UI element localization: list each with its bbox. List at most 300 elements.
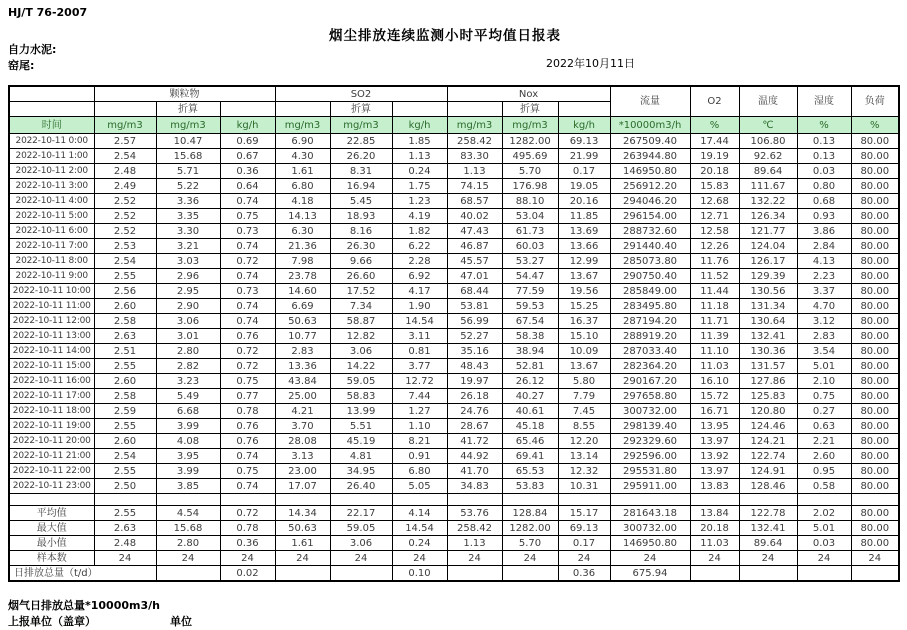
value-cell: 50.63 [275,314,330,329]
header-so2-converted: 折算 [330,102,392,117]
value-cell: 13.97 [690,434,739,449]
summary-value-cell: 89.64 [739,536,797,551]
value-cell: 20.16 [558,194,610,209]
value-cell: 80.00 [851,179,899,194]
summary-value-cell: 24 [851,551,899,566]
summary-value-cell: 24 [447,551,502,566]
value-cell: 1.23 [392,194,447,209]
summary-row [9,506,899,521]
value-cell: 3.85 [156,479,220,494]
summary-value-cell: 2.02 [797,506,851,521]
value-cell: 54.47 [502,269,558,284]
value-cell: 41.72 [447,434,502,449]
blank-cell [220,102,275,117]
value-cell: 80.00 [851,209,899,224]
value-cell: 68.44 [447,284,502,299]
value-cell: 2.60 [94,374,156,389]
value-cell: 24.76 [447,404,502,419]
value-cell: 61.73 [502,224,558,239]
value-cell: 0.24 [392,164,447,179]
value-cell: 131.34 [739,299,797,314]
value-cell: 19.97 [447,374,502,389]
value-cell: 2.55 [94,359,156,374]
value-cell: 3.35 [156,209,220,224]
value-cell: 0.13 [797,134,851,149]
value-cell: 2.55 [94,269,156,284]
value-cell: 296154.00 [610,209,690,224]
table-row [9,449,899,464]
value-cell: 176.98 [502,179,558,194]
value-cell: 0.58 [797,479,851,494]
value-cell: 10.09 [558,344,610,359]
summary-value-cell: 59.05 [330,521,392,536]
value-cell: 0.73 [220,284,275,299]
unit-mg-m3: mg/m3 [275,117,330,134]
table-row [9,254,899,269]
summary-value-cell: 24 [330,551,392,566]
value-cell: 8.55 [558,419,610,434]
blank-cell [739,494,797,506]
value-cell: 3.99 [156,464,220,479]
unit-percent: % [690,117,739,134]
value-cell: 1.13 [447,164,502,179]
daily-total-value-cell [275,566,330,582]
value-cell: 2.52 [94,194,156,209]
value-cell: 295531.80 [610,464,690,479]
summary-value-cell: 1282.00 [502,521,558,536]
value-cell: 16.94 [330,179,392,194]
summary-value-cell: 2.55 [94,506,156,521]
report-date: 2022年10月11日 [546,57,635,70]
value-cell: 46.87 [447,239,502,254]
time-cell: 2022-10-11 4:00 [9,194,94,209]
value-cell: 3.95 [156,449,220,464]
summary-value-cell: 80.00 [851,506,899,521]
value-cell: 0.76 [220,329,275,344]
value-cell: 3.23 [156,374,220,389]
table-row [9,404,899,419]
value-cell: 282364.20 [610,359,690,374]
blank-cell [392,102,447,117]
daily-total-value-cell [739,566,797,582]
time-cell: 2022-10-11 15:00 [9,359,94,374]
value-cell: 4.21 [275,404,330,419]
value-cell: 2.59 [94,404,156,419]
summary-value-cell: 24 [94,551,156,566]
value-cell: 2.80 [156,344,220,359]
time-cell: 2022-10-11 6:00 [9,224,94,239]
value-cell: 6.30 [275,224,330,239]
time-cell: 2022-10-11 3:00 [9,179,94,194]
blank-cell [94,102,156,117]
blank-cell [447,102,502,117]
table-row [9,359,899,374]
time-cell: 2022-10-11 13:00 [9,329,94,344]
value-cell: 2.95 [156,284,220,299]
value-cell: 294046.20 [610,194,690,209]
value-cell: 47.01 [447,269,502,284]
value-cell: 28.08 [275,434,330,449]
value-cell: 0.03 [797,164,851,179]
value-cell: 26.30 [330,239,392,254]
table-row [9,164,899,179]
value-cell: 11.03 [690,359,739,374]
value-cell: 1.90 [392,299,447,314]
value-cell: 3.11 [392,329,447,344]
value-cell: 11.52 [690,269,739,284]
value-cell: 15.68 [156,149,220,164]
value-cell: 13.67 [558,269,610,284]
value-cell: 59.53 [502,299,558,314]
value-cell: 0.74 [220,239,275,254]
value-cell: 80.00 [851,479,899,494]
time-cell: 2022-10-11 1:00 [9,149,94,164]
value-cell: 2.51 [94,344,156,359]
value-cell: 13.66 [558,239,610,254]
value-cell: 2.52 [94,224,156,239]
value-cell: 53.04 [502,209,558,224]
value-cell: 2.63 [94,329,156,344]
blank-cell [558,102,610,117]
value-cell: 2.60 [797,449,851,464]
time-cell: 2022-10-11 14:00 [9,344,94,359]
time-cell: 2022-10-11 10:00 [9,284,94,299]
value-cell: 12.99 [558,254,610,269]
value-cell: 19.56 [558,284,610,299]
table-row [9,269,899,284]
summary-value-cell: 2.48 [94,536,156,551]
value-cell: 80.00 [851,299,899,314]
summary-value-cell: 15.68 [156,521,220,536]
daily-total-value-cell [690,566,739,582]
value-cell: 2.55 [94,419,156,434]
table-row [9,434,899,449]
unit-kg-h: kg/h [558,117,610,134]
value-cell: 6.80 [392,464,447,479]
blank-cell [330,494,392,506]
value-cell: 15.83 [690,179,739,194]
table-row [9,224,899,239]
table-row [9,299,899,314]
value-cell: 80.00 [851,284,899,299]
value-cell: 16.71 [690,404,739,419]
summary-row [9,521,899,536]
unit-flow: *10000m3/h [610,117,690,134]
value-cell: 1282.00 [502,134,558,149]
value-cell: 1.82 [392,224,447,239]
value-cell: 124.46 [739,419,797,434]
value-cell: 8.21 [392,434,447,449]
value-cell: 5.22 [156,179,220,194]
value-cell: 121.77 [739,224,797,239]
value-cell: 19.05 [558,179,610,194]
value-cell: 53.81 [447,299,502,314]
value-cell: 17.07 [275,479,330,494]
time-cell: 2022-10-11 17:00 [9,389,94,404]
value-cell: 4.81 [330,449,392,464]
time-cell: 2022-10-11 20:00 [9,434,94,449]
value-cell: 88.10 [502,194,558,209]
value-cell: 23.00 [275,464,330,479]
value-cell: 291440.40 [610,239,690,254]
time-cell: 2022-10-11 21:00 [9,449,94,464]
value-cell: 80.00 [851,344,899,359]
time-cell: 2022-10-11 12:00 [9,314,94,329]
value-cell: 2.60 [94,299,156,314]
value-cell: 4.17 [392,284,447,299]
summary-value-cell: 0.36 [220,536,275,551]
value-cell: 0.36 [220,164,275,179]
summary-value-cell: 146950.80 [610,536,690,551]
summary-value-cell: 0.17 [558,536,610,551]
value-cell: 2.54 [94,149,156,164]
value-cell: 6.92 [392,269,447,284]
value-cell: 60.03 [502,239,558,254]
value-cell: 2.58 [94,314,156,329]
value-cell: 11.44 [690,284,739,299]
value-cell: 47.43 [447,224,502,239]
table-row [9,149,899,164]
value-cell: 10.31 [558,479,610,494]
value-cell: 4.30 [275,149,330,164]
value-cell: 126.17 [739,254,797,269]
table-row [9,134,899,149]
summary-value-cell: 11.03 [690,536,739,551]
value-cell: 0.13 [797,149,851,164]
value-cell: 69.13 [558,134,610,149]
value-cell: 6.90 [275,134,330,149]
unit-mg-m3: mg/m3 [94,117,156,134]
value-cell: 292596.00 [610,449,690,464]
value-cell: 12.68 [690,194,739,209]
value-cell: 68.57 [447,194,502,209]
blank-cell [690,494,739,506]
value-cell: 12.58 [690,224,739,239]
value-cell: 0.72 [220,344,275,359]
summary-value-cell: 258.42 [447,521,502,536]
summary-value-cell: 24 [392,551,447,566]
value-cell: 14.13 [275,209,330,224]
value-cell: 2.50 [94,479,156,494]
unit-mg-m3: mg/m3 [156,117,220,134]
standard-code: HJ/T 76-2007 [8,6,88,19]
value-cell: 2.28 [392,254,447,269]
value-cell: 7.44 [392,389,447,404]
value-cell: 80.00 [851,269,899,284]
value-cell: 83.30 [447,149,502,164]
value-cell: 0.17 [558,164,610,179]
value-cell: 14.60 [275,284,330,299]
value-cell: 130.64 [739,314,797,329]
blank-cell [156,494,220,506]
summary-value-cell: 0.03 [797,536,851,551]
value-cell: 267509.40 [610,134,690,149]
summary-value-cell: 13.84 [690,506,739,521]
table-row [9,479,899,494]
summary-value-cell: 2.63 [94,521,156,536]
value-cell: 3.54 [797,344,851,359]
value-cell: 3.06 [330,344,392,359]
value-cell: 0.75 [220,464,275,479]
unit-label: 单位 [170,615,192,628]
summary-label-cell: 样本数 [9,551,94,566]
summary-value-cell: 0.78 [220,521,275,536]
value-cell: 3.99 [156,419,220,434]
header-pm-converted: 折算 [156,102,220,117]
value-cell: 34.95 [330,464,392,479]
value-cell: 290750.40 [610,269,690,284]
value-cell: 5.45 [330,194,392,209]
value-cell: 2.10 [797,374,851,389]
value-cell: 5.05 [392,479,447,494]
header-humidity: 湿度 [797,86,851,117]
summary-row [9,551,899,566]
value-cell: 13.69 [558,224,610,239]
value-cell: 3.37 [797,284,851,299]
value-cell: 7.79 [558,389,610,404]
time-cell: 2022-10-11 8:00 [9,254,94,269]
value-cell: 146950.80 [610,164,690,179]
header-temperature: 温度 [739,86,797,117]
value-cell: 2.83 [797,329,851,344]
value-cell: 17.44 [690,134,739,149]
summary-value-cell: 15.17 [558,506,610,521]
value-cell: 0.74 [220,479,275,494]
value-cell: 11.39 [690,329,739,344]
value-cell: 13.36 [275,359,330,374]
summary-value-cell: 80.00 [851,536,899,551]
summary-value-cell: 24 [156,551,220,566]
value-cell: 3.77 [392,359,447,374]
time-cell: 2022-10-11 18:00 [9,404,94,419]
value-cell: 80.00 [851,194,899,209]
value-cell: 3.13 [275,449,330,464]
summary-value-cell: 24 [275,551,330,566]
value-cell: 0.91 [392,449,447,464]
blank-cell [502,494,558,506]
value-cell: 38.94 [502,344,558,359]
value-cell: 80.00 [851,314,899,329]
value-cell: 111.67 [739,179,797,194]
value-cell: 3.12 [797,314,851,329]
page-title: 烟尘排放连续监测小时平均值日报表 [329,28,561,44]
summary-value-cell: 4.54 [156,506,220,521]
value-cell: 7.34 [330,299,392,314]
unit-mg-m3: mg/m3 [447,117,502,134]
value-cell: 12.82 [330,329,392,344]
value-cell: 125.83 [739,389,797,404]
summary-value-cell: 5.01 [797,521,851,536]
value-cell: 2.54 [94,254,156,269]
daily-total-value-cell [797,566,851,582]
value-cell: 122.74 [739,449,797,464]
value-cell: 124.04 [739,239,797,254]
value-cell: 80.00 [851,149,899,164]
value-cell: 3.21 [156,239,220,254]
value-cell: 2.82 [156,359,220,374]
value-cell: 5.49 [156,389,220,404]
value-cell: 11.18 [690,299,739,314]
kiln-location-label: 窑尾: [8,59,35,72]
value-cell: 3.36 [156,194,220,209]
value-cell: 13.97 [690,464,739,479]
value-cell: 2.90 [156,299,220,314]
value-cell: 2.49 [94,179,156,194]
daily-total-row [9,566,899,582]
value-cell: 283495.80 [610,299,690,314]
time-cell: 2022-10-11 11:00 [9,299,94,314]
value-cell: 80.00 [851,419,899,434]
value-cell: 12.26 [690,239,739,254]
value-cell: 26.18 [447,389,502,404]
value-cell: 5.80 [558,374,610,389]
table-row [9,389,899,404]
value-cell: 35.16 [447,344,502,359]
value-cell: 1.27 [392,404,447,419]
time-cell: 2022-10-11 19:00 [9,419,94,434]
value-cell: 1.61 [275,164,330,179]
value-cell: 69.41 [502,449,558,464]
value-cell: 10.47 [156,134,220,149]
blank-cell [558,494,610,506]
summary-value-cell: 53.76 [447,506,502,521]
value-cell: 44.92 [447,449,502,464]
time-cell: 2022-10-11 5:00 [9,209,94,224]
table-row [9,314,899,329]
daily-total-value-cell: 675.94 [610,566,690,582]
summary-value-cell: 132.41 [739,521,797,536]
value-cell: 15.25 [558,299,610,314]
value-cell: 16.37 [558,314,610,329]
value-cell: 3.30 [156,224,220,239]
value-cell: 130.36 [739,344,797,359]
value-cell: 4.08 [156,434,220,449]
value-cell: 285849.00 [610,284,690,299]
value-cell: 0.64 [220,179,275,194]
value-cell: 3.06 [156,314,220,329]
time-cell: 2022-10-11 22:00 [9,464,94,479]
header-pm-group: 颗粒物 [94,86,275,102]
daily-total-value-cell [502,566,558,582]
value-cell: 21.99 [558,149,610,164]
value-cell: 0.68 [797,194,851,209]
company-label: 自力水泥: [8,43,57,56]
value-cell: 2.83 [275,344,330,359]
value-cell: 1.13 [392,149,447,164]
blank-cell [851,494,899,506]
value-cell: 65.46 [502,434,558,449]
value-cell: 8.31 [330,164,392,179]
value-cell: 19.19 [690,149,739,164]
value-cell: 0.74 [220,269,275,284]
value-cell: 28.67 [447,419,502,434]
value-cell: 43.84 [275,374,330,389]
table-row [9,329,899,344]
value-cell: 14.54 [392,314,447,329]
value-cell: 40.27 [502,389,558,404]
value-cell: 5.71 [156,164,220,179]
units-header-row [9,117,899,134]
value-cell: 13.92 [690,449,739,464]
value-cell: 53.83 [502,479,558,494]
value-cell: 0.67 [220,149,275,164]
table-row [9,419,899,434]
blank-cell [610,494,690,506]
value-cell: 4.13 [797,254,851,269]
value-cell: 495.69 [502,149,558,164]
value-cell: 80.00 [851,224,899,239]
value-cell: 80.00 [851,404,899,419]
